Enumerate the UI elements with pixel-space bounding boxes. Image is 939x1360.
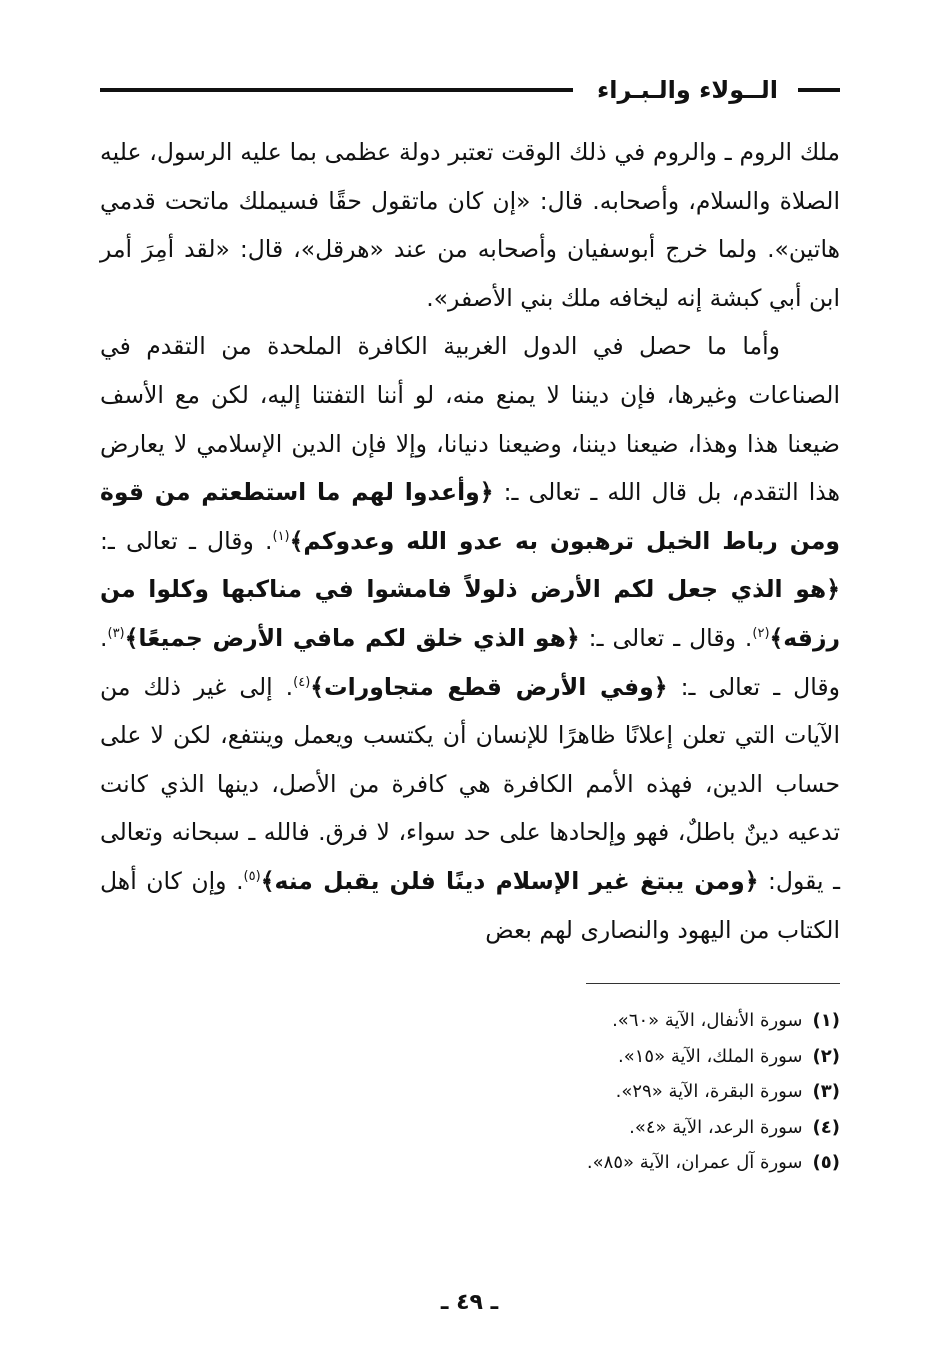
- footnote-text: سورة الرعد، الآية «٤».: [629, 1116, 803, 1138]
- header-rule-left: [100, 88, 573, 92]
- footnote-marker: (٣): [107, 626, 125, 642]
- footnote-text: سورة آل عمران، الآية «٨٥».: [586, 1152, 803, 1173]
- running-header: [100, 70, 840, 110]
- footnotes: [100, 1003, 840, 1181]
- footnote-number: (٢): [812, 1045, 840, 1067]
- text-run: . وإن كان أهل الكتاب من اليهود والنصارى لهم بعض: [100, 866, 840, 944]
- quran-verse: ﴿هو الذي خلق لكم مافي الأرض جميعًا﴾: [124, 623, 580, 652]
- text-run: . وقال ـ تعالى ـ:: [100, 623, 840, 701]
- quran-verse: ﴿ومن يبتغ غير الإسلام دينًا فلن يقبل منه﴾: [260, 866, 759, 895]
- footnote-marker: (٥): [243, 869, 261, 885]
- body-text: [100, 128, 840, 954]
- quran-verse: ﴿وأعدوا لهم ما استطعتم من قوة ومن رباط الخيل ترهبون به عدو الله وعدوكم﴾: [100, 478, 840, 555]
- footnote-item: [100, 1039, 840, 1075]
- footnote-number: (٥): [812, 1152, 840, 1173]
- text-run: . إلى غير ذلك من الآيات التي تعلن إعلانًا ظاهرًا للإنسان أن يكتسب ويعمل وينتفع، لكن لا على حساب الدين، فهذه الأمم الكافرة هي كافرة من الأصل، دينها الذي كانت تدعيه دينٌ باطلٌ، فهو وإلحادها على حد سواء، لا فرق. فالله ـ سبحانه وتعالى ـ يقول:: [100, 672, 840, 895]
- footnote-item: [100, 1074, 840, 1110]
- header-rule-right: [798, 88, 840, 92]
- header-title: الــولاء والـبـراء: [597, 76, 778, 104]
- footnote-text: سورة الأنفال، الآية «٦٠».: [612, 1010, 803, 1031]
- footnote-item: [100, 1145, 840, 1181]
- footnote-number: (١): [812, 1010, 840, 1031]
- footnote-text: سورة البقرة، الآية «٢٩».: [615, 1081, 803, 1102]
- footnote-number: (٣): [812, 1081, 840, 1102]
- footnote-separator: [586, 983, 840, 984]
- paragraph: [100, 128, 840, 322]
- text-run: . وقال ـ تعالى ـ:: [100, 526, 273, 555]
- page-number: ـ ٤٩ ـ: [440, 1290, 499, 1315]
- text-run: . وقال ـ تعالى ـ:: [579, 623, 753, 652]
- paragraph: [100, 322, 840, 954]
- footnote-marker: (٤): [293, 674, 311, 690]
- text-run: ملك الروم ـ والروم في ذلك الوقت تعتبر دولة عظمى بما عليه الرسول، عليه الصلاة والسلام، وأصحابه. قال: «إن كان ماتقول حقًا فسيملك ماتحت قدمي هاتين». ولما خرج أبوسفيان وأصحابه من عند «هرقل»، قال: «لقد أمِرَ أمر ابن أبي كبشة إنه ليخافه ملك بني الأصفر».: [100, 138, 840, 312]
- footnote-text: سورة الملك، الآية «١٥».: [618, 1045, 803, 1067]
- footnote-marker: (١): [272, 528, 290, 544]
- footnote-item: [100, 1110, 840, 1146]
- footnote-marker: (٢): [752, 626, 770, 642]
- footnote-number: (٤): [812, 1116, 840, 1138]
- quran-verse: ﴿هو الذي جعل لكم الأرض ذلولاً فامشوا في مناكبها وكلوا من رزقه﴾: [100, 575, 840, 652]
- quran-verse: ﴿وفي الأرض قطع متجاورات﴾: [310, 672, 668, 701]
- text-run: وأما ما حصل في الدول الغربية الكافرة الملحدة من التقدم في الصناعات وغيرها، فإن ديننا لا يمنع منه، لو أننا التفتنا إليه، لكن مع الأسف ضيعنا هذا وهذا، ضيعنا ديننا، وضيعنا دنيانا، وإلا فإن الدين الإسلامي لا يعارض هذا التقدم، بل قال الله ـ تعالى ـ:: [100, 332, 840, 507]
- footnote-item: [100, 1003, 840, 1039]
